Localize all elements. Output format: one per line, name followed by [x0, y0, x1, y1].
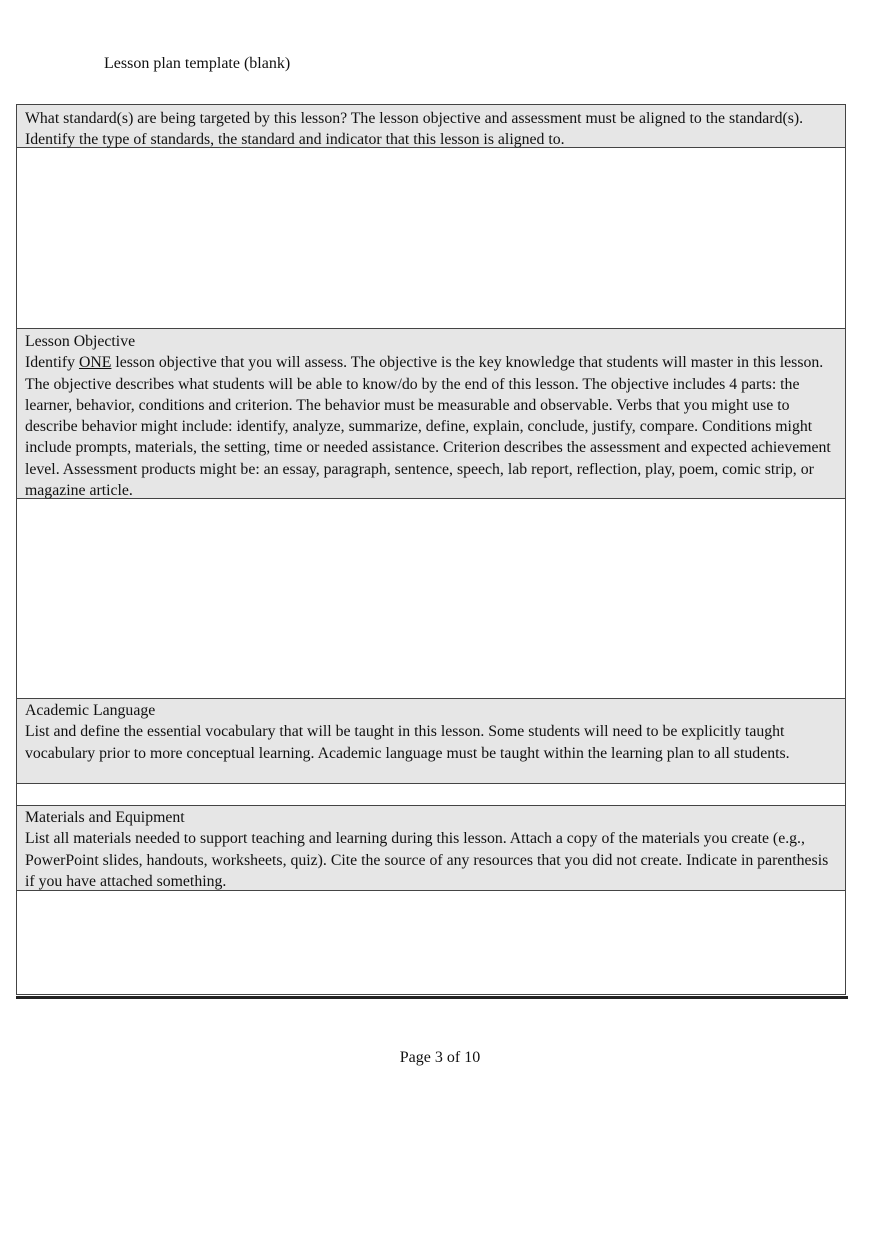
academic-language-instructions: List and define the essential vocabulary that will be taught in this lesson. Some students will need to be explicitly taught vocabulary prior to more conceptual learning. Academic language must be taught within the learning plan to all students. [25, 723, 790, 762]
materials-response-area[interactable] [17, 891, 845, 994]
table-bottom-rule [16, 996, 848, 999]
academic-language-prompt [17, 699, 845, 784]
standards-response-area[interactable] [17, 148, 845, 329]
document-title: Lesson plan template (blank) [104, 55, 291, 72]
academic-language-heading: Academic Language [25, 702, 156, 719]
standards-prompt [17, 105, 845, 148]
objective-instructions [25, 352, 835, 501]
lesson-plan-form [16, 104, 846, 995]
materials-prompt [17, 806, 845, 891]
objective-text-before: Identify [25, 354, 79, 372]
objective-prompt [17, 329, 845, 499]
materials-heading: Materials and Equipment [25, 809, 185, 826]
objective-emphasis: ONE [78, 354, 112, 372]
academic-language-response-area[interactable] [17, 784, 845, 806]
objective-text-after: lesson objective that you will assess. The objective is the key knowledge that students will master in this lesson. The objective describes what students will be able to know/do by the end of this lesson. The objective includes 4 parts: the learner, behavior, conditions and criterion. The behavior must be measurable and observable. Verbs that you might use to describe behavior might include: identify, analyze, summarize, define, explain, conclude, justify, compare. Conditions might include prompts, materials, the setting, time or needed assistance. Criterion describes the assessment and expected achievement level. Assessment products might be: an essay, paragraph, sentence, speech, lab report, reflection, play, poem, comic strip, or magazine article. [25, 354, 831, 500]
objective-heading: Lesson Objective [25, 333, 136, 350]
objective-response-area[interactable] [17, 499, 845, 699]
page-number: Page 3 of 10 [399, 1049, 481, 1066]
materials-instructions: List all materials needed to support teaching and learning during this lesson. Attach a copy of the materials you create (e.g., PowerPoint slides, handouts, worksheets, quiz). Cite the source of any resources that you did not create. Indicate in parenthesis if you have attached something. [25, 830, 829, 890]
standards-prompt-text: What standard(s) are being targeted by this lesson? The lesson objective and assessment must be aligned to the standard(s). Identify the type of standards, the standard and indicator that this lesson is aligned to. [25, 110, 804, 149]
